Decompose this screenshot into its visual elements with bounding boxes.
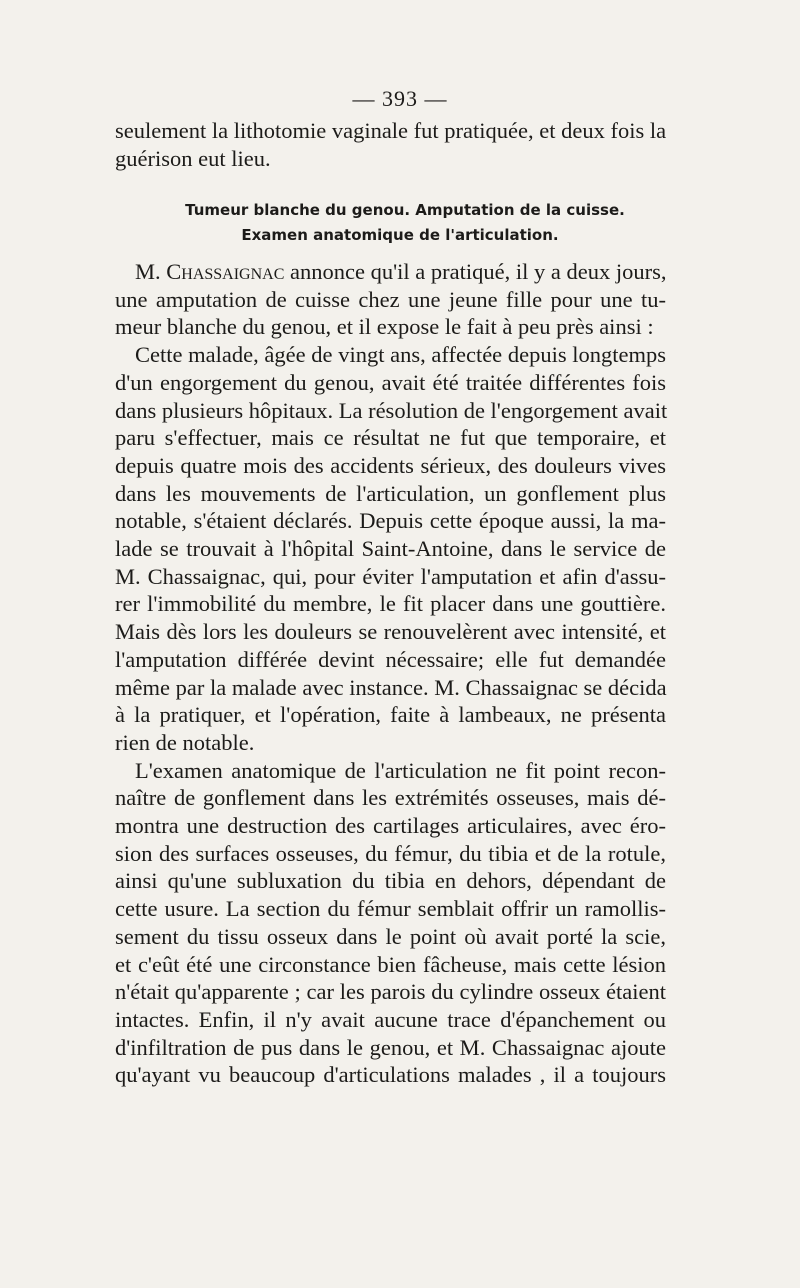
text-fragment: M.: [135, 259, 167, 284]
text-line: qu'ayant vu beaucoup d'articulations malades , il a toujours: [115, 1062, 666, 1088]
text-line: Mais dès lors les douleurs se renouvelèrent avec intensité, et: [115, 619, 666, 645]
text-line: dans les mouvements de l'articulation, un gonflement plus: [115, 480, 666, 506]
text-line: lade se trouvait à l'hôpital Saint-Antoine, dans le service de: [115, 536, 666, 562]
text-line: à la pratiquer, et l'opération, faite à lambeaux, ne présenta: [115, 702, 666, 728]
text-line: meur blanche du genou, et il expose le fait à peu près ainsi :: [115, 314, 654, 340]
text-line: rien de notable.: [115, 729, 255, 755]
text-line: l'amputation différée devint nécessaire; elle fut demandée: [115, 646, 666, 672]
text-line: d'un engorgement du genou, avait été traitée différentes fois: [115, 369, 666, 395]
text-line: Cette malade, âgée de vingt ans, affectée depuis longtemps: [135, 342, 666, 368]
text-fragment: annonce qu'il a pratiqué, il y a deux jours,: [284, 259, 667, 284]
intro-paragraph: [115, 117, 666, 172]
text-line: notable, s'étaient déclarés. Depuis cette époque aussi, la ma-: [115, 508, 666, 534]
text-line: [115, 258, 666, 286]
text-line: même par la malade avec instance. M. Chassaignac se décida: [115, 674, 667, 700]
text-line: ainsi qu'une subluxation du tibia en dehors, dépendant de: [115, 868, 666, 894]
heading-line-1: Tumeur blanche du genou. Amputation de la cuisse.: [185, 201, 625, 219]
heading-line-2: Examen anatomique de l'articulation.: [241, 226, 559, 244]
text-line: M. Chassaignac, qui, pour éviter l'amputation et afin d'assu-: [115, 563, 666, 589]
text-line: montra une destruction des cartilages articulaires, avec éro-: [115, 813, 666, 839]
text-line: cette usure. La section du fémur semblait offrir un ramollis-: [115, 896, 666, 922]
text-line: naître de gonflement dans les extrémités osseuses, mais dé-: [115, 785, 666, 811]
text-line: sement du tissu osseux dans le point où avait porté la scie,: [115, 923, 666, 949]
text-line: paru s'effectuer, mais ce résultat ne fut que temporaire, et: [115, 425, 666, 451]
text-line: intactes. Enfin, il n'y avait aucune trace d'épanchement ou: [115, 1006, 666, 1032]
text-line: L'examen anatomique de l'articulation ne fit point recon-: [135, 757, 666, 783]
section-heading: [0, 198, 800, 248]
text-line: guérison eut lieu.: [115, 145, 271, 171]
main-text: [115, 258, 666, 1089]
text-line: et c'eût été une circonstance bien fâcheuse, mais cette lésion: [115, 951, 666, 977]
page-number: — 393 —: [352, 86, 448, 111]
text-line: sion des surfaces osseuses, du fémur, du tibia et de la rotule,: [115, 840, 666, 866]
text-line: rer l'immobilité du membre, le fit placer dans une gouttière.: [115, 591, 666, 617]
author-name: Chassaignac: [166, 259, 285, 284]
text-line: n'était qu'apparente ; car les parois du cylindre osseux étaient: [115, 979, 666, 1005]
text-line: d'infiltration de pus dans le genou, et M. Chassaignac ajoute: [115, 1034, 666, 1060]
text-line: seulement la lithotomie vaginale fut pratiquée, et deux fois la: [115, 118, 667, 143]
text-line: depuis quatre mois des accidents sérieux, des douleurs vives: [115, 452, 666, 478]
text-line: dans plusieurs hôpitaux. La résolution de l'engorgement avait: [115, 397, 668, 423]
text-line: une amputation de cuisse chez une jeune fille pour une tu-: [115, 286, 666, 312]
